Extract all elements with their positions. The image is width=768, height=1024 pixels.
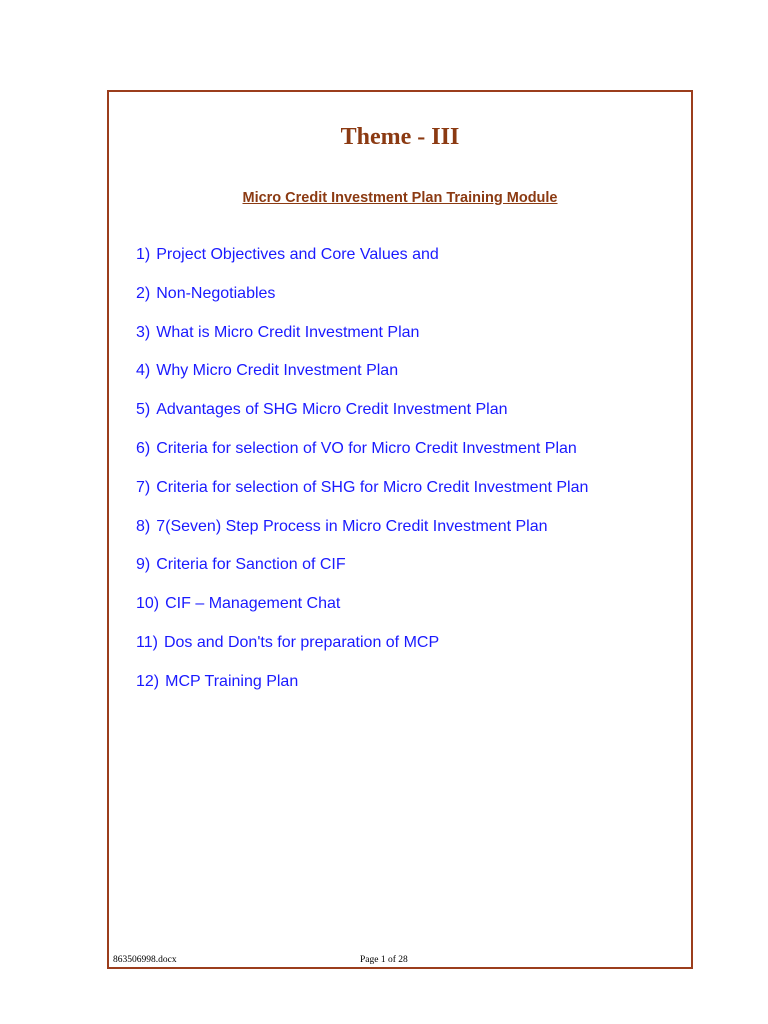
- list-item-text: CIF – Management Chat: [165, 595, 341, 613]
- list-item-number: 5): [136, 401, 151, 419]
- list-item: [136, 284, 588, 323]
- page-title: Theme - III: [340, 124, 460, 150]
- list-item-text: Project Objectives and Core Values and: [156, 246, 439, 263]
- footer-filename: 863506998.docx: [113, 955, 177, 965]
- list-item-number: 4): [136, 362, 151, 380]
- module-subtitle: Micro Credit Investment Plan Training Module: [242, 190, 558, 206]
- page-border: [107, 90, 693, 969]
- list-item-number: 9): [136, 556, 151, 574]
- list-item: [136, 439, 588, 478]
- list-item-text: Criteria for selection of SHG for Micro Credit Investment Plan: [156, 478, 589, 496]
- list-item-text: Non-Negotiables: [156, 284, 276, 302]
- list-item: [136, 517, 588, 556]
- list-item: [136, 594, 588, 633]
- list-item-text: Dos and Don'ts for preparation of MCP: [163, 633, 440, 651]
- list-item-number: 6): [136, 439, 151, 457]
- list-item-text: Advantages of SHG Micro Credit Investment Plan: [156, 401, 508, 419]
- list-item-number: 3): [136, 323, 151, 341]
- list-item-number: 12): [136, 672, 160, 690]
- list-item-text: MCP Training Plan: [165, 672, 299, 690]
- list-item-text: Criteria for Sanction of CIF: [156, 556, 346, 574]
- footer-page-number: Page 1 of 28: [360, 955, 408, 965]
- list-item: [136, 633, 588, 672]
- list-item: [136, 361, 588, 400]
- list-item: [136, 245, 588, 284]
- list-item-number: 2): [136, 284, 151, 302]
- list-item-number: 8): [136, 517, 151, 535]
- list-item: [136, 555, 588, 594]
- list-item: [136, 478, 588, 517]
- list-item-text: 7(Seven) Step Process in Micro Credit Investment Plan: [156, 517, 548, 535]
- list-item: [136, 400, 588, 439]
- list-item-text: Why Micro Credit Investment Plan: [156, 362, 399, 380]
- list-item-number: 1): [136, 246, 151, 263]
- list-item-text: Criteria for selection of VO for Micro Credit Investment Plan: [156, 439, 577, 457]
- list-item-number: 7): [136, 478, 151, 496]
- list-item-number: 11): [136, 633, 158, 651]
- list-item: [136, 672, 588, 711]
- list-item-text: What is Micro Credit Investment Plan: [156, 323, 420, 341]
- topic-list: [136, 245, 588, 711]
- list-item: [136, 323, 588, 362]
- list-item-number: 10): [136, 595, 160, 613]
